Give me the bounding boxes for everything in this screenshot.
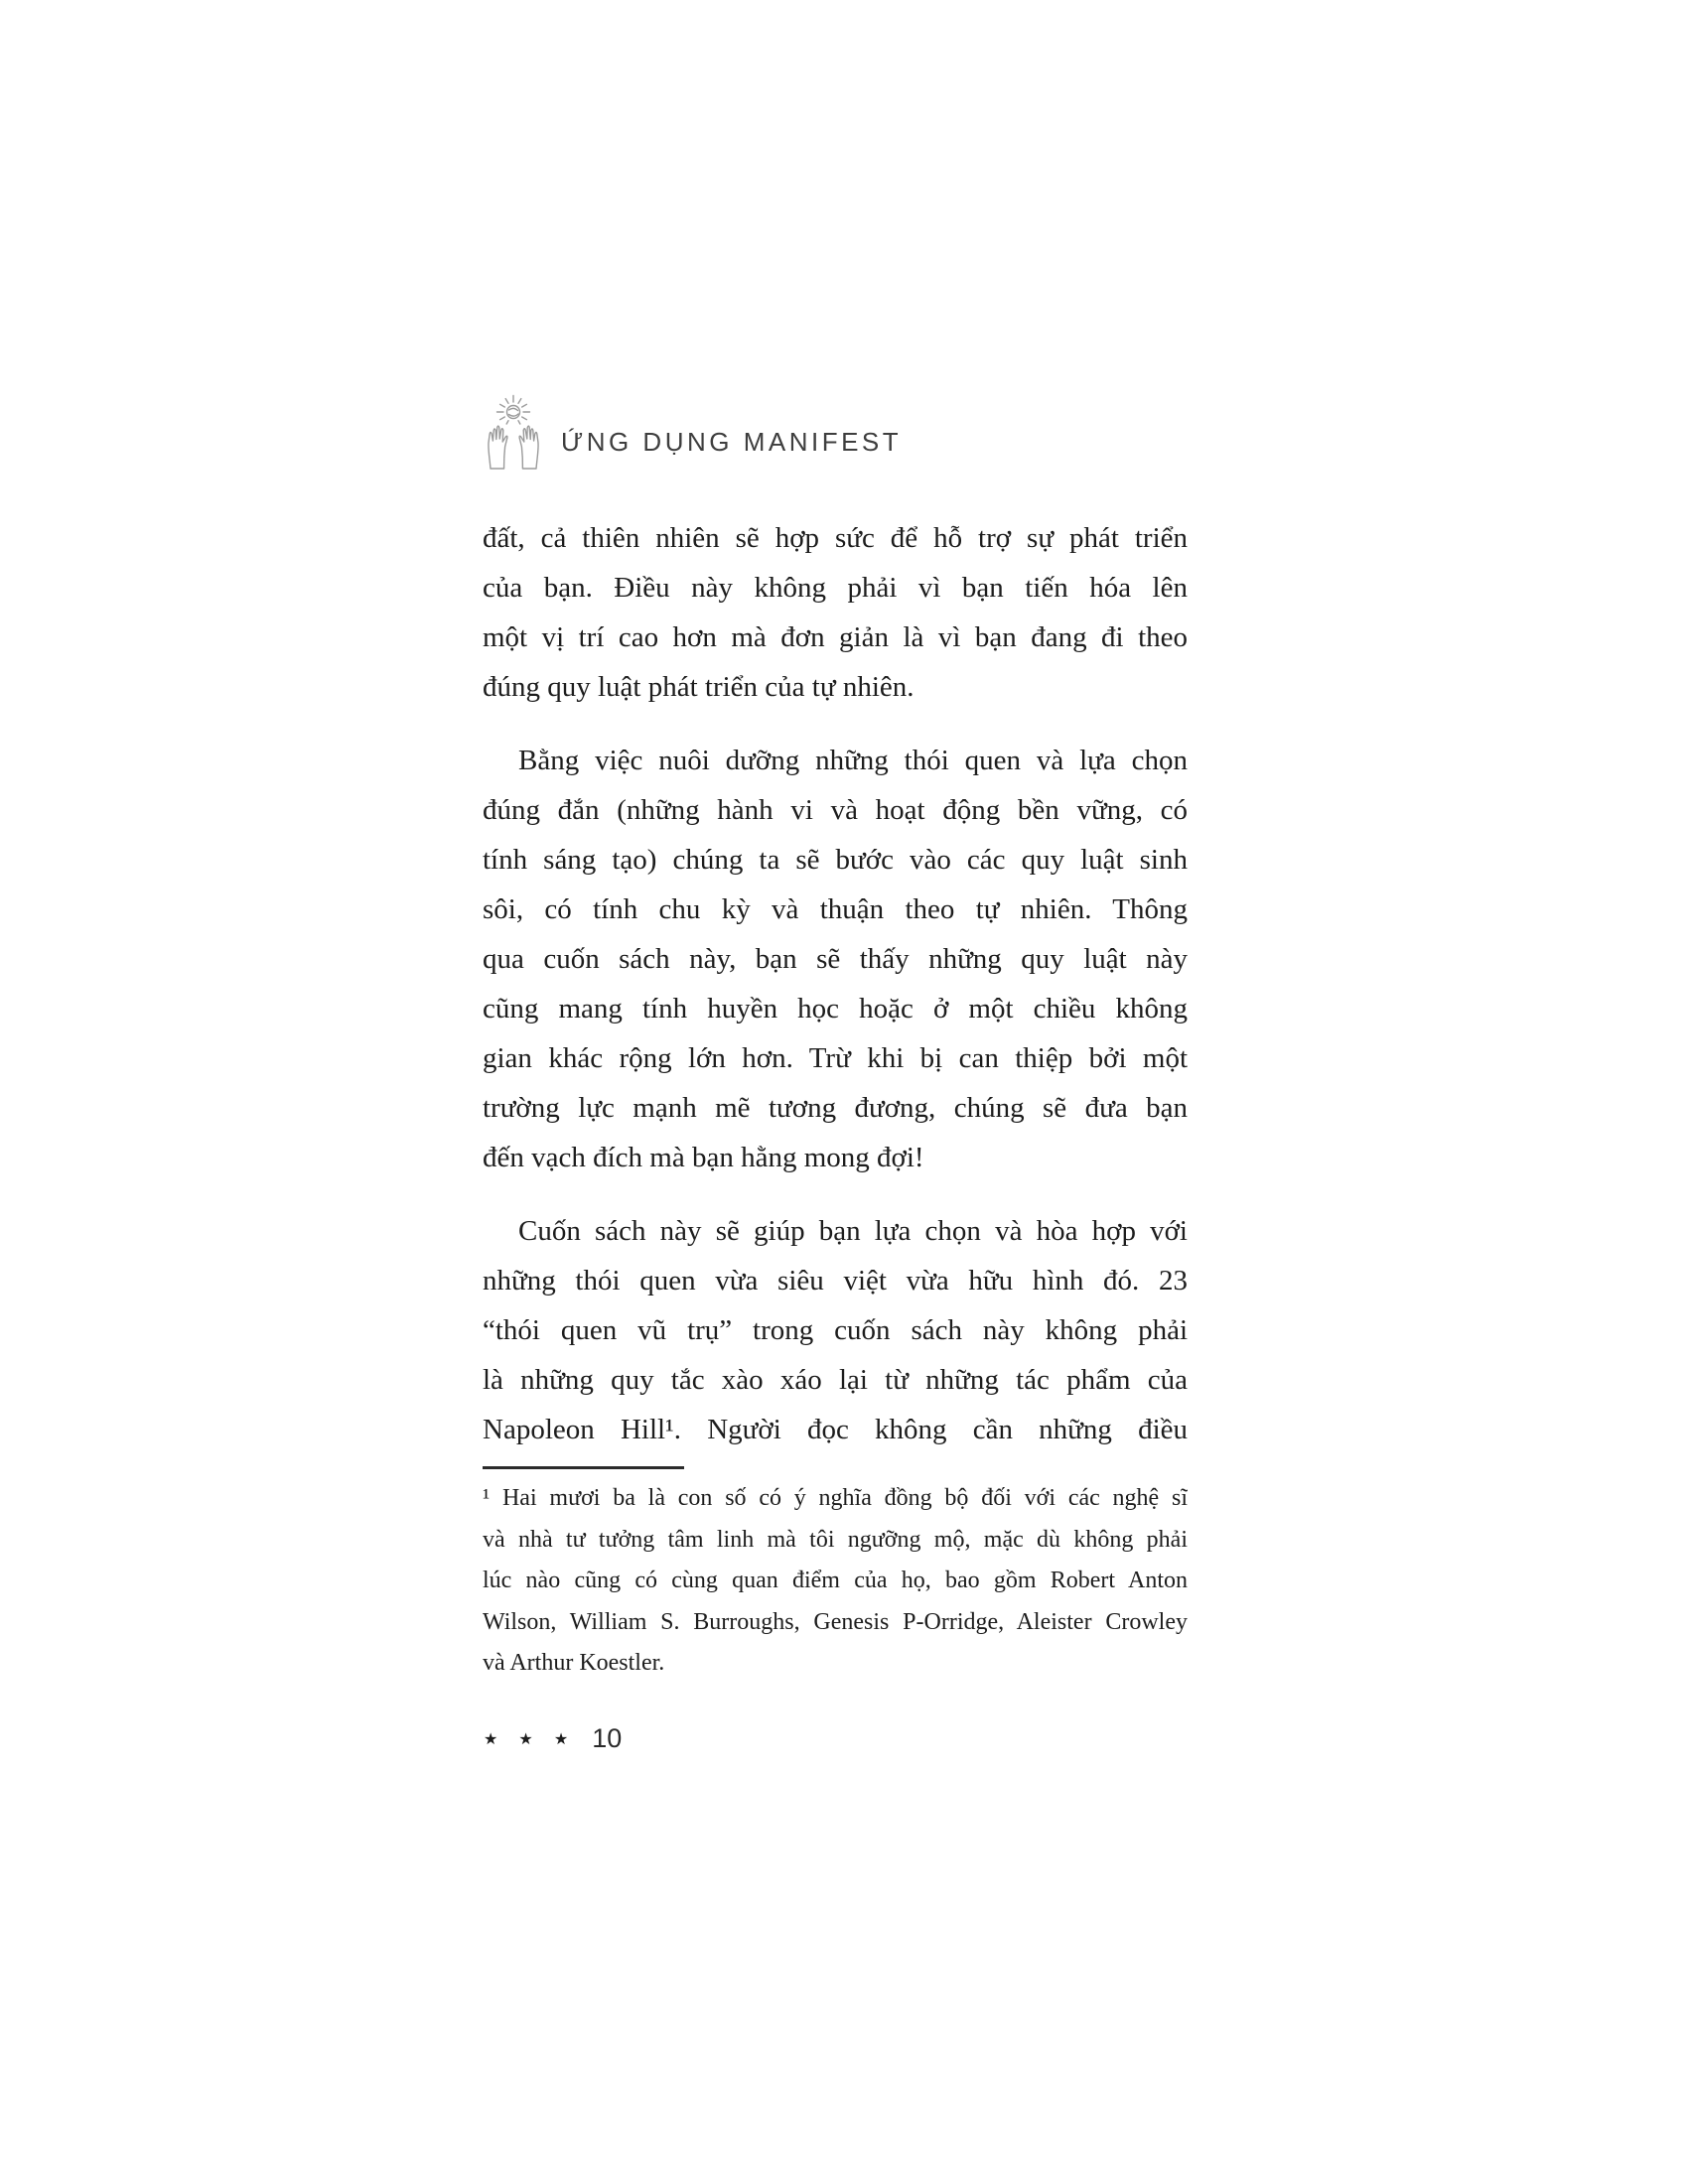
body-line: đến vạch đích mà bạn hằng mong đợi! [483,1142,924,1173]
page-number: 10 [592,1723,623,1753]
running-header [483,393,902,471]
body-text [483,513,1188,1454]
body-line: Napoleon Hill¹. Người đọc không cần những điều [483,1414,1188,1445]
body-line: gian khác rộng lớn hơn. Trừ khi bị can thiệp bởi một [483,1042,1188,1074]
footnote-divider [483,1466,684,1469]
footnote-line: và Arthur Koestler. [483,1650,665,1676]
page-footer [484,1723,622,1754]
footnote-line: lúc nào cũng có cùng quan điểm của họ, bao gồm Robert Anton [483,1568,1188,1593]
paragraph [483,736,1188,1182]
footnote-line: Wilson, William S. Burroughs, Genesis P-Orridge, Aleister Crowley [483,1608,1188,1635]
running-header-title: ỨNG DỤNG MANIFEST [561,426,903,457]
body-line: trường lực mạnh mẽ tương đương, chúng sẽ đưa bạn [483,1092,1188,1124]
manifest-hands-icon [483,393,544,471]
body-line: là những quy tắc xào xáo lại từ những tác phẩm của [483,1364,1188,1396]
paragraph [483,513,1188,712]
body-line: “thói quen vũ trụ” trong cuốn sách này không phải [483,1314,1188,1346]
paragraph [483,1206,1188,1454]
body-line: đất, cả thiên nhiên sẽ hợp sức để hỗ trợ sự phát triển [483,522,1188,554]
body-line: một vị trí cao hơn mà đơn giản là vì bạn đang đi theo [483,621,1188,653]
body-line: Bằng việc nuôi dưỡng những thói quen và lựa chọn [518,745,1188,776]
body-line: tính sáng tạo) chúng ta sẽ bước vào các quy luật sinh [483,844,1188,876]
body-line: cũng mang tính huyền học hoặc ở một chiều không [483,993,1188,1024]
body-line: của bạn. Điều này không phải vì bạn tiến hóa lên [483,572,1188,604]
body-line: qua cuốn sách này, bạn sẽ thấy những quy luật này [483,943,1188,975]
footnote-line: và nhà tư tưởng tâm linh mà tôi ngưỡng mộ, mặc dù không phải [483,1526,1188,1553]
star-ornament: ★ ★ ★ [484,1729,577,1748]
body-line: những thói quen vừa siêu việt vừa hữu hình đó. 23 [483,1265,1188,1297]
body-line: sôi, có tính chu kỳ và thuận theo tự nhiên. Thông [483,893,1188,925]
body-line: đúng đắn (những hành vi và hoạt động bền vững, có [483,794,1188,826]
body-line: đúng quy luật phát triển của tự nhiên. [483,671,914,703]
body-line: Cuốn sách này sẽ giúp bạn lựa chọn và hòa hợp với [518,1215,1188,1247]
footnote [483,1478,1188,1685]
footnote-line: ¹ Hai mươi ba là con số có ý nghĩa đồng bộ đối với các nghệ sĩ [483,1485,1188,1511]
